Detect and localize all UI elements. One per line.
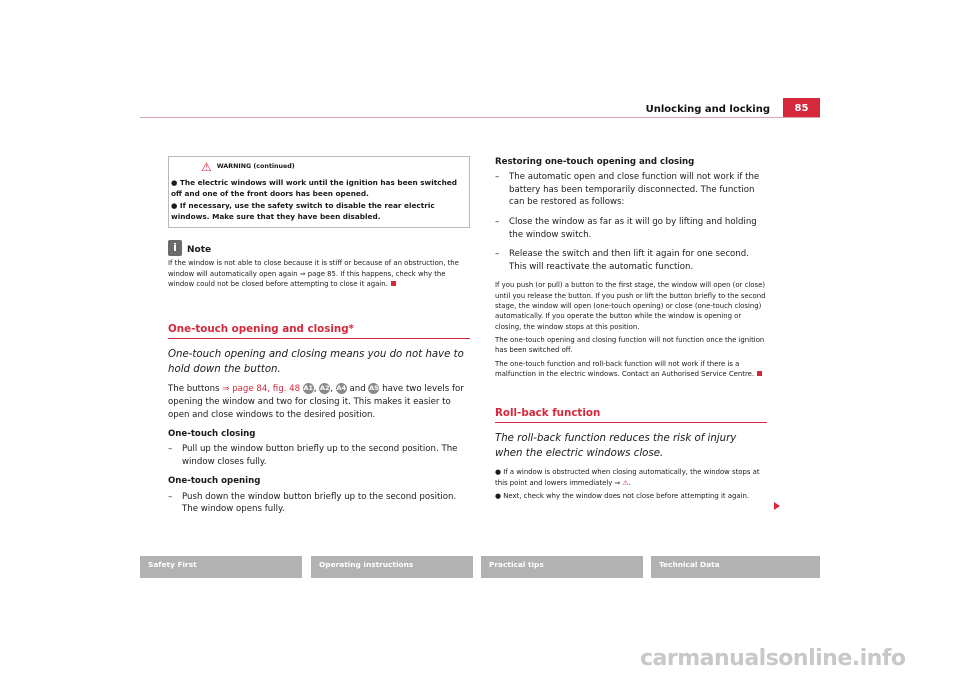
list-item: ● Next, check why the window does not close before attempting it again. bbox=[495, 492, 750, 501]
paragraph: The one-touch function and roll-back function will not work if there is a malfunction in the electric windows. Contact an Authorised Service Centre. bbox=[495, 359, 767, 380]
footer-tab-operating-instructions[interactable]: Operating instructions bbox=[311, 556, 473, 578]
section-subheading: One-touch opening and closing means you do not have to hold down the button. bbox=[168, 349, 464, 376]
list-item: – The automatic open and close function will not work if the battery has been temporarily disconnected. The function can be restored as follows: bbox=[495, 172, 760, 208]
end-marker bbox=[391, 281, 396, 286]
warning-box bbox=[168, 156, 470, 228]
note-text: If the window is not able to close because it is stiff or because of an obstruction, the window will automatically open again ⇒ page 85. If this happens, check why the window could not be closed before attempting to close it again. bbox=[168, 259, 459, 288]
restoring-heading: Restoring one-touch opening and closing bbox=[495, 157, 695, 167]
footer-tab-technical-data[interactable]: Technical Data bbox=[651, 556, 820, 578]
list-item: – Close the window as far as it will go by lifting and holding the window switch. bbox=[495, 217, 757, 240]
button-callout: A4 bbox=[336, 384, 347, 393]
paragraph: If you push (or pull) a button to the first stage, the window will open (or close) until you release the button. If you push or lift the button briefly to the second stage, the window will open (one-touch opening) or close (one-touch closing) automatically. If you operate the button while the window is opening or closing, the window stops at this position. bbox=[495, 281, 766, 331]
one-touch-intro: The buttons ⇒ page 84, fig. 48 A1, A2, A4 and A5 have two levels for opening the window and two for closing it. This makes it easier to open and close windows to the desired position. bbox=[168, 384, 464, 421]
figure-reference-link[interactable]: ⇒ page 84, fig. 48 bbox=[222, 384, 301, 395]
warning-item: ● The electric windows will work until the ignition has been switched off and one of the front doors has been opened. bbox=[171, 178, 457, 199]
footer-tab-safety-first[interactable]: Safety First bbox=[140, 556, 302, 578]
list-item: – Push down the window button briefly up to the second position. The window opens fully. bbox=[168, 491, 457, 515]
page-header-title: Unlocking and locking bbox=[645, 104, 770, 115]
warning-triangle-icon: ⚠ bbox=[201, 160, 212, 175]
note-header bbox=[168, 240, 470, 256]
page-number: 85 bbox=[783, 98, 820, 118]
warning-triangle-icon: ⚠ bbox=[622, 478, 629, 487]
header-rule bbox=[140, 117, 820, 118]
section-heading-roll-back: Roll-back function bbox=[495, 407, 767, 423]
right-column bbox=[495, 156, 767, 505]
closing-subhead: One-touch closing bbox=[168, 428, 256, 439]
button-callout: A1 bbox=[303, 384, 314, 393]
button-callout: A5 bbox=[369, 384, 379, 393]
note-title: Note bbox=[187, 245, 212, 255]
warning-header bbox=[201, 161, 465, 173]
opening-subhead: One-touch opening bbox=[168, 476, 261, 487]
watermark: carmanualsonline.info bbox=[640, 646, 906, 671]
section-heading-one-touch: One-touch opening and closing* bbox=[168, 323, 470, 339]
list-item: ● If a window is obstructed when closing automatically, the window stops at this point and lowers immediately ⇒ ⚠. bbox=[495, 468, 760, 487]
paragraph: The one-touch opening and closing function will not function once the ignition has been switched off. bbox=[495, 335, 765, 355]
button-callout: A2 bbox=[320, 384, 330, 393]
list-item: – Pull up the window button briefly up to the second position. The window closes fully. bbox=[168, 444, 458, 467]
warning-title: WARNING (continued) bbox=[216, 163, 295, 170]
note-icon: i bbox=[168, 240, 182, 256]
footer-tab-practical-tips[interactable]: Practical tips bbox=[481, 556, 643, 578]
list-item: – Release the switch and then lift it again for one second. This will reactivate the automatic function. bbox=[495, 249, 749, 272]
continue-arrow-icon bbox=[774, 502, 780, 510]
section-subheading: The roll-back function reduces the risk of injury when the electric windows close. bbox=[495, 433, 737, 460]
left-column bbox=[168, 156, 470, 523]
end-marker bbox=[757, 371, 762, 376]
warning-item: ● If necessary, use the safety switch to disable the rear electric windows. Make sure that they have been disabled. bbox=[171, 201, 435, 222]
